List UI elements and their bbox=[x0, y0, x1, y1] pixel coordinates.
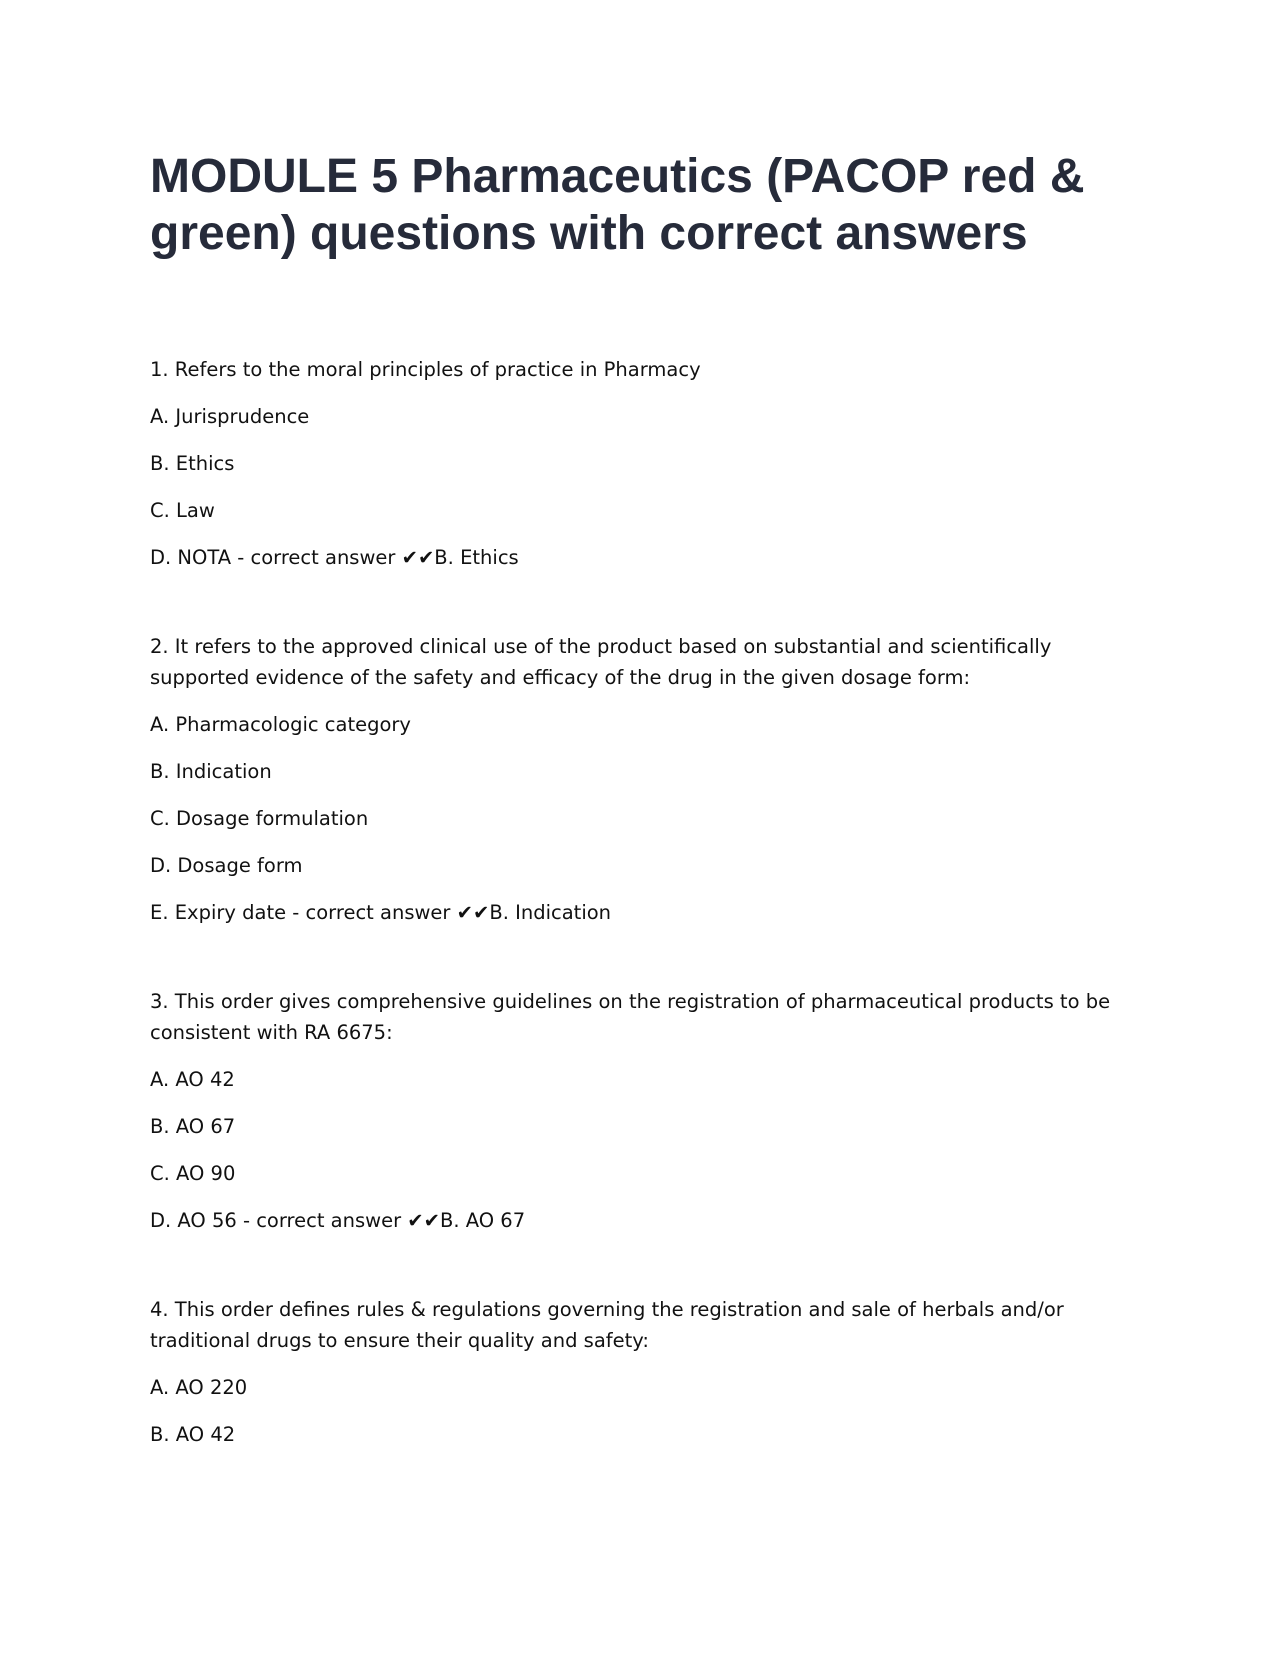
option-a: A. Pharmacologic category bbox=[150, 713, 411, 736]
option-c: C. Law bbox=[150, 499, 215, 522]
option-c: C. AO 90 bbox=[150, 1162, 236, 1185]
option-b: B. Ethics bbox=[150, 452, 235, 475]
option-a: A. AO 220 bbox=[150, 1376, 248, 1399]
option-e-with-answer: E. Expiry date - correct answer ✔✔B. Indication bbox=[150, 901, 612, 924]
question-4 bbox=[150, 1294, 1140, 1450]
option-b: B. AO 42 bbox=[150, 1423, 236, 1446]
option-d: D. Dosage form bbox=[150, 854, 303, 877]
question-2 bbox=[150, 631, 1140, 928]
question-text: 3. This order gives comprehensive guidelines on the registration of pharmaceutical products to be consistent with RA 6675: bbox=[150, 990, 1111, 1044]
question-list bbox=[150, 354, 1140, 1450]
question-text: 4. This order defines rules & regulations governing the registration and sale of herbals and/or traditional drugs to ensure their quality and safety: bbox=[150, 1298, 1064, 1352]
option-b: B. AO 67 bbox=[150, 1115, 236, 1138]
option-d-with-answer: D. NOTA - correct answer ✔✔B. Ethics bbox=[150, 546, 519, 569]
question-text: 1. Refers to the moral principles of practice in Pharmacy bbox=[150, 358, 701, 381]
document-page bbox=[150, 148, 1140, 1508]
option-b: B. Indication bbox=[150, 760, 272, 783]
option-d-with-answer: D. AO 56 - correct answer ✔✔B. AO 67 bbox=[150, 1209, 526, 1232]
option-a: A. Jurisprudence bbox=[150, 405, 310, 428]
question-3 bbox=[150, 986, 1140, 1236]
question-1 bbox=[150, 354, 1140, 573]
question-text: 2. It refers to the approved clinical use of the product based on substantial and scientifically supported evidence of the safety and efficacy of the drug in the given dosage form: bbox=[150, 635, 1052, 689]
document-title: MODULE 5 Pharmaceutics (PACOP red & green) questions with correct answers bbox=[150, 150, 1085, 260]
option-a: A. AO 42 bbox=[150, 1068, 235, 1091]
option-c: C. Dosage formulation bbox=[150, 807, 369, 830]
